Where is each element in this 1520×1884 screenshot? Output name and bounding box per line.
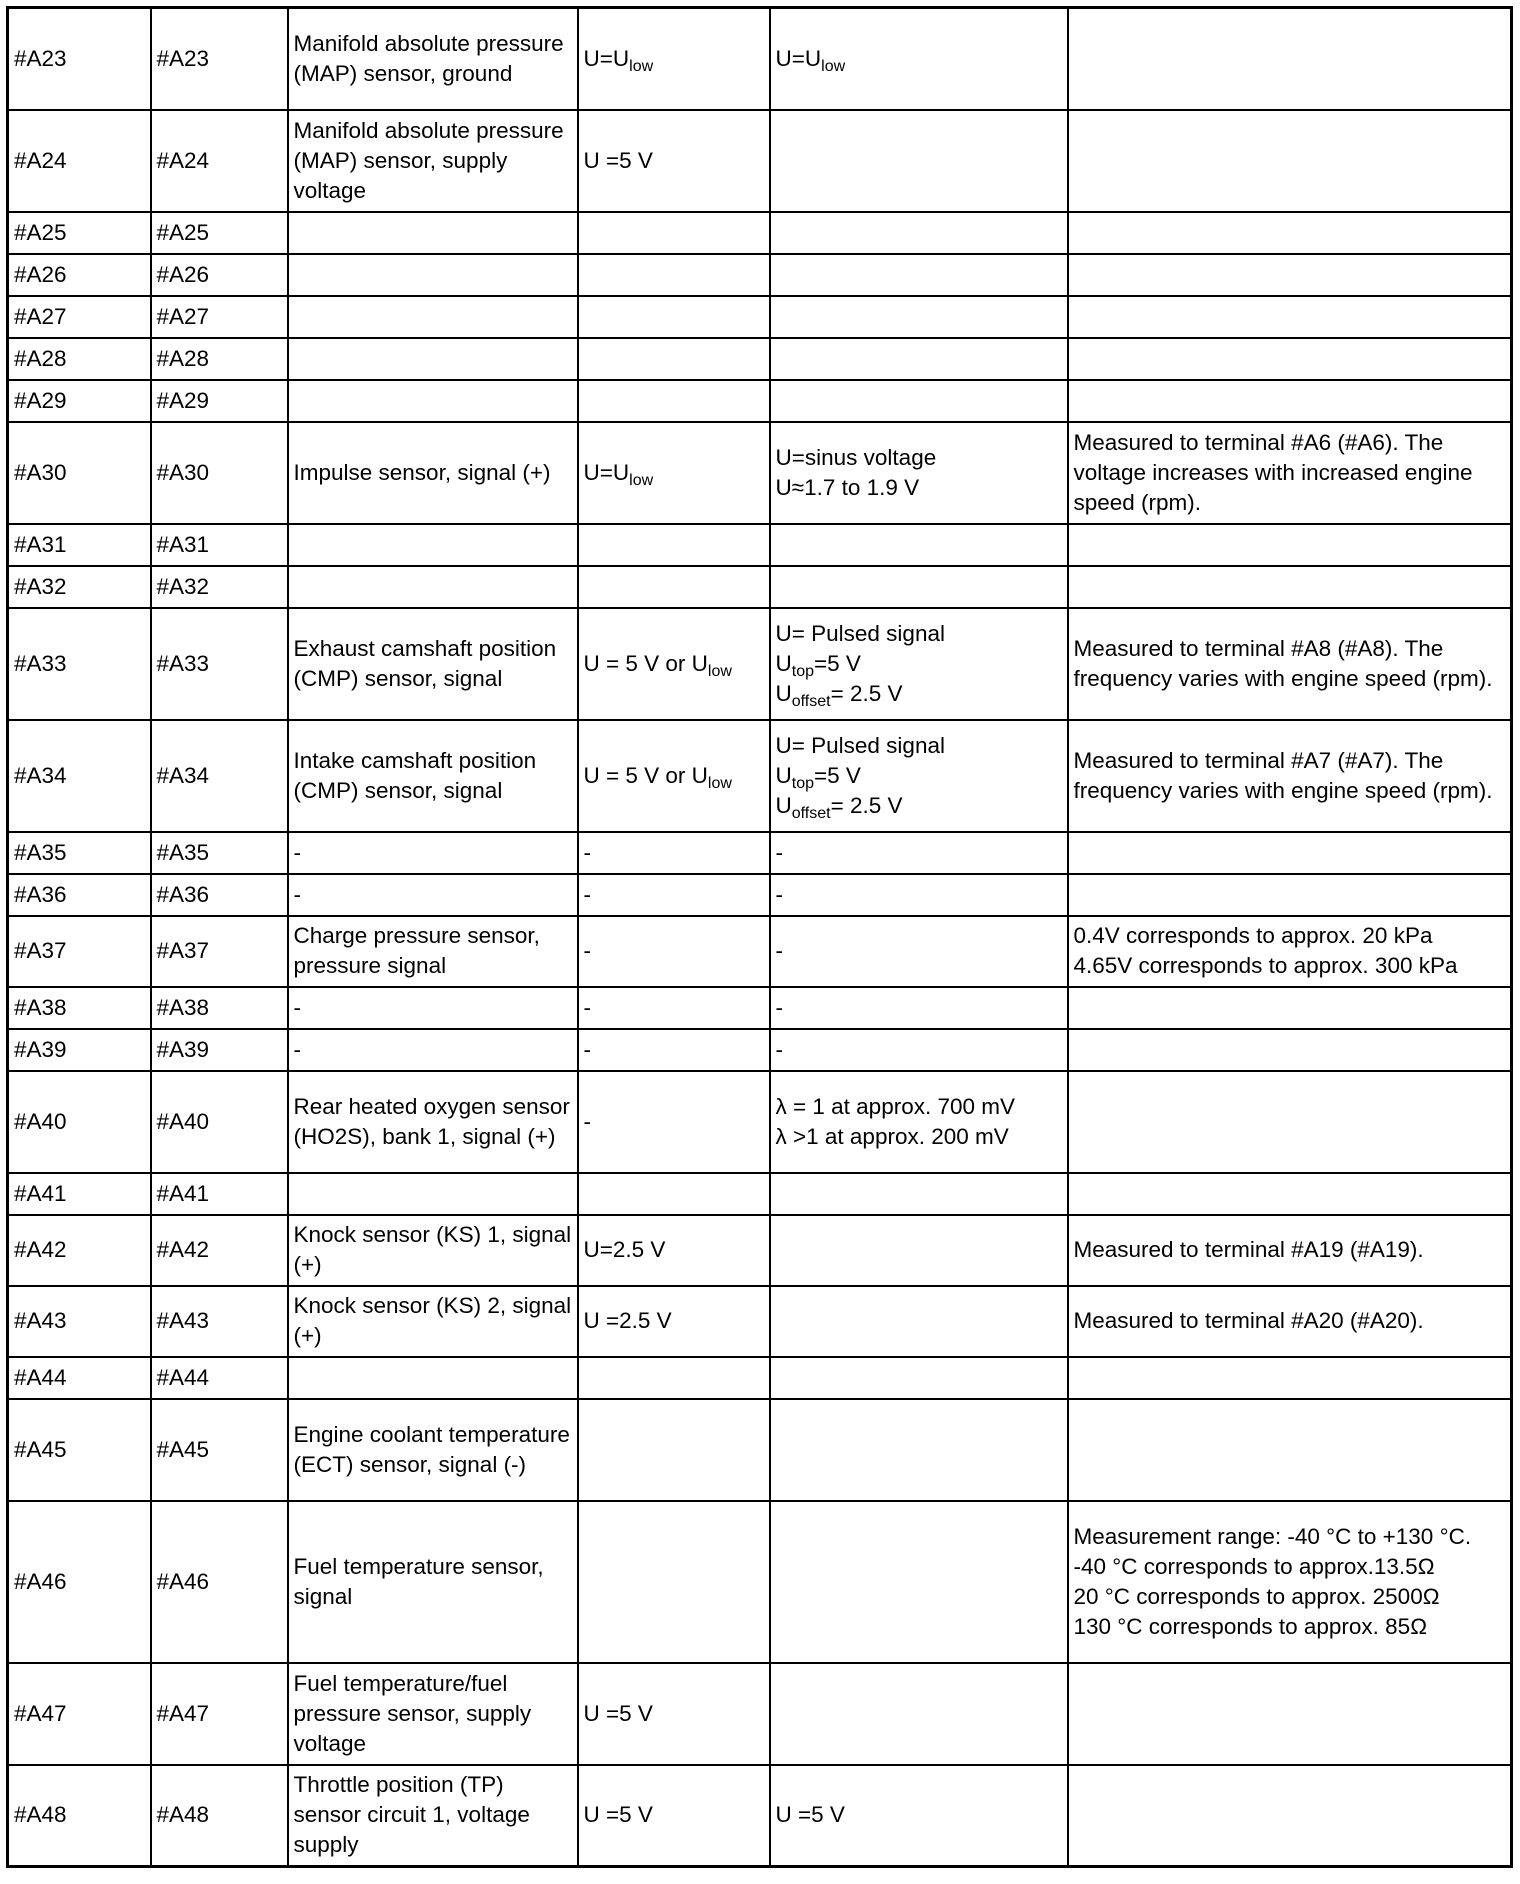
alt-pin-cell: #A47	[151, 1663, 288, 1765]
condition-cell	[578, 1765, 770, 1867]
value-line	[776, 443, 1062, 473]
pin-cell: #A36	[8, 874, 151, 916]
table-row	[8, 832, 1512, 874]
pin-cell: #A42	[8, 1215, 151, 1286]
description-cell: Impulse sensor, signal (+)	[288, 422, 578, 524]
value-text: -	[775, 938, 783, 963]
description-cell	[288, 1357, 578, 1399]
value-cell	[770, 1399, 1068, 1501]
value-cell	[770, 566, 1068, 608]
value-line	[776, 791, 1062, 821]
condition-cell	[578, 566, 770, 608]
value-text: -	[583, 1036, 591, 1062]
alt-pin-cell: #A32	[151, 566, 288, 608]
alt-pin-cell: #A23	[151, 8, 288, 110]
description-cell: Intake camshaft position (CMP) sensor, signal	[288, 720, 578, 832]
value-text: $U=U_{low}$	[775, 45, 846, 75]
table-row	[8, 987, 1512, 1029]
note-cell	[1068, 874, 1512, 916]
condition-cell	[578, 338, 770, 380]
value-cell	[770, 8, 1068, 110]
alt-pin-cell: #A36	[151, 874, 288, 916]
pin-table	[6, 6, 1513, 1868]
pin-cell: #A30	[8, 422, 151, 524]
note-cell	[1068, 1663, 1512, 1765]
note-cell	[1068, 1357, 1512, 1399]
note-line: 4.65V corresponds to approx. 300 kPa	[1073, 953, 1458, 978]
value-cell	[770, 916, 1068, 987]
table-row	[8, 874, 1512, 916]
description-cell: Rear heated oxygen sensor (HO2S), bank 1, signal (+)	[288, 1071, 578, 1173]
condition-cell	[578, 422, 770, 524]
condition-cell	[578, 1663, 770, 1765]
description-cell: Exhaust camshaft position (CMP) sensor, signal	[288, 608, 578, 720]
pin-cell: #A37	[8, 916, 151, 987]
description-cell	[288, 1173, 578, 1215]
description-cell: Manifold absolute pressure (MAP) sensor, supply voltage	[288, 110, 578, 212]
table-row	[8, 254, 1512, 296]
value-text: λ = 1 at approx. 700 mV	[775, 1093, 1016, 1119]
value-text: U = 5 V or $U_{low}$	[583, 650, 732, 680]
condition-cell	[578, 720, 770, 832]
value-text: U=sinus voltage	[775, 444, 937, 470]
pin-cell: #A44	[8, 1357, 151, 1399]
table-row	[8, 1399, 1512, 1501]
table-row	[8, 1071, 1512, 1173]
condition-cell	[578, 296, 770, 338]
value-line	[776, 880, 1062, 910]
value-cell	[770, 1286, 1068, 1357]
note-cell	[1068, 1501, 1512, 1663]
note-line: Measured to terminal #A20 (#A20).	[1073, 1308, 1424, 1333]
note-cell	[1068, 422, 1512, 524]
note-cell	[1068, 524, 1512, 566]
note-cell	[1068, 566, 1512, 608]
value-cell	[770, 1765, 1068, 1867]
value-text: $U=U_{low}$	[583, 459, 654, 489]
value-text: U=2.5 V	[583, 1237, 666, 1262]
pin-cell: #A25	[8, 212, 151, 254]
pin-cell: #A35	[8, 832, 151, 874]
description-cell: Fuel temperature/fuel pressure sensor, supply voltage	[288, 1663, 578, 1765]
note-line: 0.4V corresponds to approx. 20 kPa	[1073, 923, 1433, 948]
condition-cell	[578, 608, 770, 720]
value-cell	[770, 987, 1068, 1029]
note-cell	[1068, 987, 1512, 1029]
value-line	[776, 936, 1062, 966]
condition-cell	[578, 916, 770, 987]
value-line	[776, 1092, 1062, 1122]
note-line: Measured to terminal #A19 (#A19).	[1073, 1237, 1424, 1262]
note-line: Measured to terminal #A8 (#A8). The frequency varies with engine speed (rpm).	[1073, 635, 1493, 691]
pin-cell: #A41	[8, 1173, 151, 1215]
value-text: $U_{offset}= 2.5$ V	[775, 680, 903, 710]
table-row	[8, 296, 1512, 338]
condition-cell	[578, 987, 770, 1029]
value-text: -	[583, 1108, 591, 1134]
note-line: Measured to terminal #A6 (#A6). The voltage increases with increased engine speed (rpm).	[1073, 429, 1473, 515]
description-cell: Knock sensor (KS) 2, signal (+)	[288, 1286, 578, 1357]
note-cell	[1068, 212, 1512, 254]
value-text: U≈1.7 to 1.9 V	[775, 474, 920, 500]
condition-cell	[578, 1286, 770, 1357]
note-cell	[1068, 832, 1512, 874]
value-cell	[770, 608, 1068, 720]
pin-cell: #A40	[8, 1071, 151, 1173]
table-row	[8, 1357, 1512, 1399]
note-line: 130 °C corresponds to approx. 85Ω	[1073, 1613, 1428, 1639]
table-row	[8, 608, 1512, 720]
alt-pin-cell: #A38	[151, 987, 288, 1029]
value-text: $U_{top}=5$ V	[775, 650, 861, 680]
value-text: U =5 V	[583, 1700, 653, 1726]
note-line: Measured to terminal #A7 (#A7). The frequency varies with engine speed (rpm).	[1073, 747, 1493, 803]
description-cell	[288, 338, 578, 380]
note-cell	[1068, 110, 1512, 212]
value-cell	[770, 1501, 1068, 1663]
table-row	[8, 8, 1512, 110]
note-line: -40 °C corresponds to approx.13.5Ω	[1073, 1553, 1435, 1579]
value-line	[776, 993, 1062, 1023]
alt-pin-cell: #A39	[151, 1029, 288, 1071]
value-cell	[770, 296, 1068, 338]
description-cell: Fuel temperature sensor, signal	[288, 1501, 578, 1663]
condition-cell	[578, 1357, 770, 1399]
value-cell	[770, 874, 1068, 916]
condition-cell	[578, 254, 770, 296]
value-line	[776, 761, 1062, 791]
value-line	[776, 649, 1062, 679]
value-text: $U_{top}=5$ V	[775, 762, 861, 792]
note-cell	[1068, 1173, 1512, 1215]
description-cell: -	[288, 987, 578, 1029]
pin-cell: #A39	[8, 1029, 151, 1071]
value-cell	[770, 212, 1068, 254]
pin-cell: #A43	[8, 1286, 151, 1357]
description-cell: -	[288, 832, 578, 874]
table-row	[8, 1215, 1512, 1286]
value-text: -	[583, 839, 591, 865]
description-cell	[288, 524, 578, 566]
alt-pin-cell: #A40	[151, 1071, 288, 1173]
value-text: -	[775, 1036, 783, 1062]
alt-pin-cell: #A24	[151, 110, 288, 212]
table-row	[8, 916, 1512, 987]
description-cell: -	[288, 874, 578, 916]
value-line	[776, 1800, 1062, 1830]
pin-cell: #A27	[8, 296, 151, 338]
value-text: U= Pulsed signal	[775, 620, 945, 646]
condition-cell	[578, 1173, 770, 1215]
description-cell	[288, 380, 578, 422]
pin-cell: #A45	[8, 1399, 151, 1501]
condition-cell	[578, 832, 770, 874]
alt-pin-cell: #A41	[151, 1173, 288, 1215]
alt-pin-cell: #A46	[151, 1501, 288, 1663]
value-cell	[770, 1173, 1068, 1215]
note-cell	[1068, 1071, 1512, 1173]
value-cell	[770, 380, 1068, 422]
alt-pin-cell: #A45	[151, 1399, 288, 1501]
pin-cell: #A33	[8, 608, 151, 720]
condition-cell	[578, 212, 770, 254]
alt-pin-cell: #A25	[151, 212, 288, 254]
condition-cell	[578, 110, 770, 212]
value-text: -	[775, 839, 783, 865]
alt-pin-cell: #A27	[151, 296, 288, 338]
note-cell	[1068, 1399, 1512, 1501]
value-text: U = 5 V or $U_{low}$	[583, 762, 732, 792]
condition-cell	[578, 524, 770, 566]
table-row	[8, 720, 1512, 832]
value-cell	[770, 832, 1068, 874]
note-line: 20 °C corresponds to approx. 2500Ω	[1073, 1583, 1440, 1609]
note-cell	[1068, 338, 1512, 380]
condition-cell	[578, 874, 770, 916]
value-text: U =5 V	[583, 1802, 653, 1828]
table-row	[8, 1501, 1512, 1663]
pin-cell: #A34	[8, 720, 151, 832]
condition-cell	[578, 1029, 770, 1071]
value-cell	[770, 422, 1068, 524]
value-cell	[770, 1215, 1068, 1286]
value-text: $U_{offset}= 2.5$ V	[775, 792, 903, 822]
condition-cell	[578, 380, 770, 422]
pin-cell: #A26	[8, 254, 151, 296]
description-cell: -	[288, 1029, 578, 1071]
note-cell	[1068, 1215, 1512, 1286]
alt-pin-cell: #A31	[151, 524, 288, 566]
table-row	[8, 524, 1512, 566]
value-cell	[770, 1029, 1068, 1071]
value-text: λ >1 at approx. 200 mV	[775, 1123, 1009, 1149]
value-line	[776, 731, 1062, 761]
value-cell	[770, 338, 1068, 380]
description-cell	[288, 296, 578, 338]
pin-cell: #A23	[8, 8, 151, 110]
alt-pin-cell: #A33	[151, 608, 288, 720]
value-text: -	[583, 994, 591, 1020]
value-line	[776, 679, 1062, 709]
pin-cell: #A31	[8, 524, 151, 566]
value-text: U =5 V	[583, 147, 653, 173]
pin-cell: #A29	[8, 380, 151, 422]
pin-cell: #A47	[8, 1663, 151, 1765]
value-text: $U=U_{low}$	[583, 45, 654, 75]
table-row	[8, 1286, 1512, 1357]
value-cell	[770, 1357, 1068, 1399]
pin-cell: #A28	[8, 338, 151, 380]
note-cell	[1068, 720, 1512, 832]
description-cell	[288, 254, 578, 296]
value-line	[776, 1035, 1062, 1065]
value-text: -	[583, 938, 591, 963]
pin-cell: #A38	[8, 987, 151, 1029]
value-text: -	[583, 881, 591, 907]
table-row	[8, 1765, 1512, 1867]
note-cell	[1068, 1286, 1512, 1357]
value-line	[776, 838, 1062, 868]
note-cell	[1068, 608, 1512, 720]
note-line: Measurement range: -40 °C to +130 °C.	[1073, 1523, 1472, 1549]
description-cell	[288, 566, 578, 608]
value-cell	[770, 254, 1068, 296]
alt-pin-cell: #A28	[151, 338, 288, 380]
condition-cell	[578, 8, 770, 110]
note-cell	[1068, 380, 1512, 422]
value-text: -	[775, 881, 783, 907]
description-cell: Knock sensor (KS) 1, signal (+)	[288, 1215, 578, 1286]
alt-pin-cell: #A42	[151, 1215, 288, 1286]
description-cell: Engine coolant temperature (ECT) sensor, signal (-)	[288, 1399, 578, 1501]
pin-cell: #A46	[8, 1501, 151, 1663]
table-row	[8, 1173, 1512, 1215]
value-text: U =5 V	[775, 1802, 845, 1828]
value-line	[776, 619, 1062, 649]
condition-cell	[578, 1501, 770, 1663]
alt-pin-cell: #A30	[151, 422, 288, 524]
alt-pin-cell: #A37	[151, 916, 288, 987]
value-cell	[770, 524, 1068, 566]
description-cell: Manifold absolute pressure (MAP) sensor, ground	[288, 8, 578, 110]
pin-cell: #A32	[8, 566, 151, 608]
note-cell	[1068, 1029, 1512, 1071]
table-row	[8, 110, 1512, 212]
table-body	[8, 8, 1512, 1867]
value-cell	[770, 1663, 1068, 1765]
value-text: U= Pulsed signal	[775, 732, 945, 758]
alt-pin-cell: #A34	[151, 720, 288, 832]
pin-cell: #A48	[8, 1765, 151, 1867]
value-line	[776, 473, 1062, 503]
table-row	[8, 212, 1512, 254]
value-line	[776, 44, 1062, 74]
condition-cell	[578, 1071, 770, 1173]
table-row	[8, 338, 1512, 380]
table-row	[8, 566, 1512, 608]
note-cell	[1068, 8, 1512, 110]
alt-pin-cell: #A44	[151, 1357, 288, 1399]
value-cell	[770, 1071, 1068, 1173]
table-row	[8, 380, 1512, 422]
note-cell	[1068, 296, 1512, 338]
pin-cell: #A24	[8, 110, 151, 212]
table-row	[8, 1029, 1512, 1071]
condition-cell	[578, 1399, 770, 1501]
value-cell	[770, 110, 1068, 212]
alt-pin-cell: #A48	[151, 1765, 288, 1867]
alt-pin-cell: #A29	[151, 380, 288, 422]
alt-pin-cell: #A43	[151, 1286, 288, 1357]
alt-pin-cell: #A26	[151, 254, 288, 296]
value-text: U =2.5 V	[583, 1308, 672, 1333]
description-cell: Charge pressure sensor, pressure signal	[288, 916, 578, 987]
description-cell: Throttle position (TP) sensor circuit 1, voltage supply	[288, 1765, 578, 1867]
value-text: -	[775, 994, 783, 1020]
table-row	[8, 1663, 1512, 1765]
value-line	[776, 1122, 1062, 1152]
note-cell	[1068, 916, 1512, 987]
condition-cell	[578, 1215, 770, 1286]
note-cell	[1068, 254, 1512, 296]
value-cell	[770, 720, 1068, 832]
note-cell	[1068, 1765, 1512, 1867]
alt-pin-cell: #A35	[151, 832, 288, 874]
description-cell	[288, 212, 578, 254]
table-row	[8, 422, 1512, 524]
